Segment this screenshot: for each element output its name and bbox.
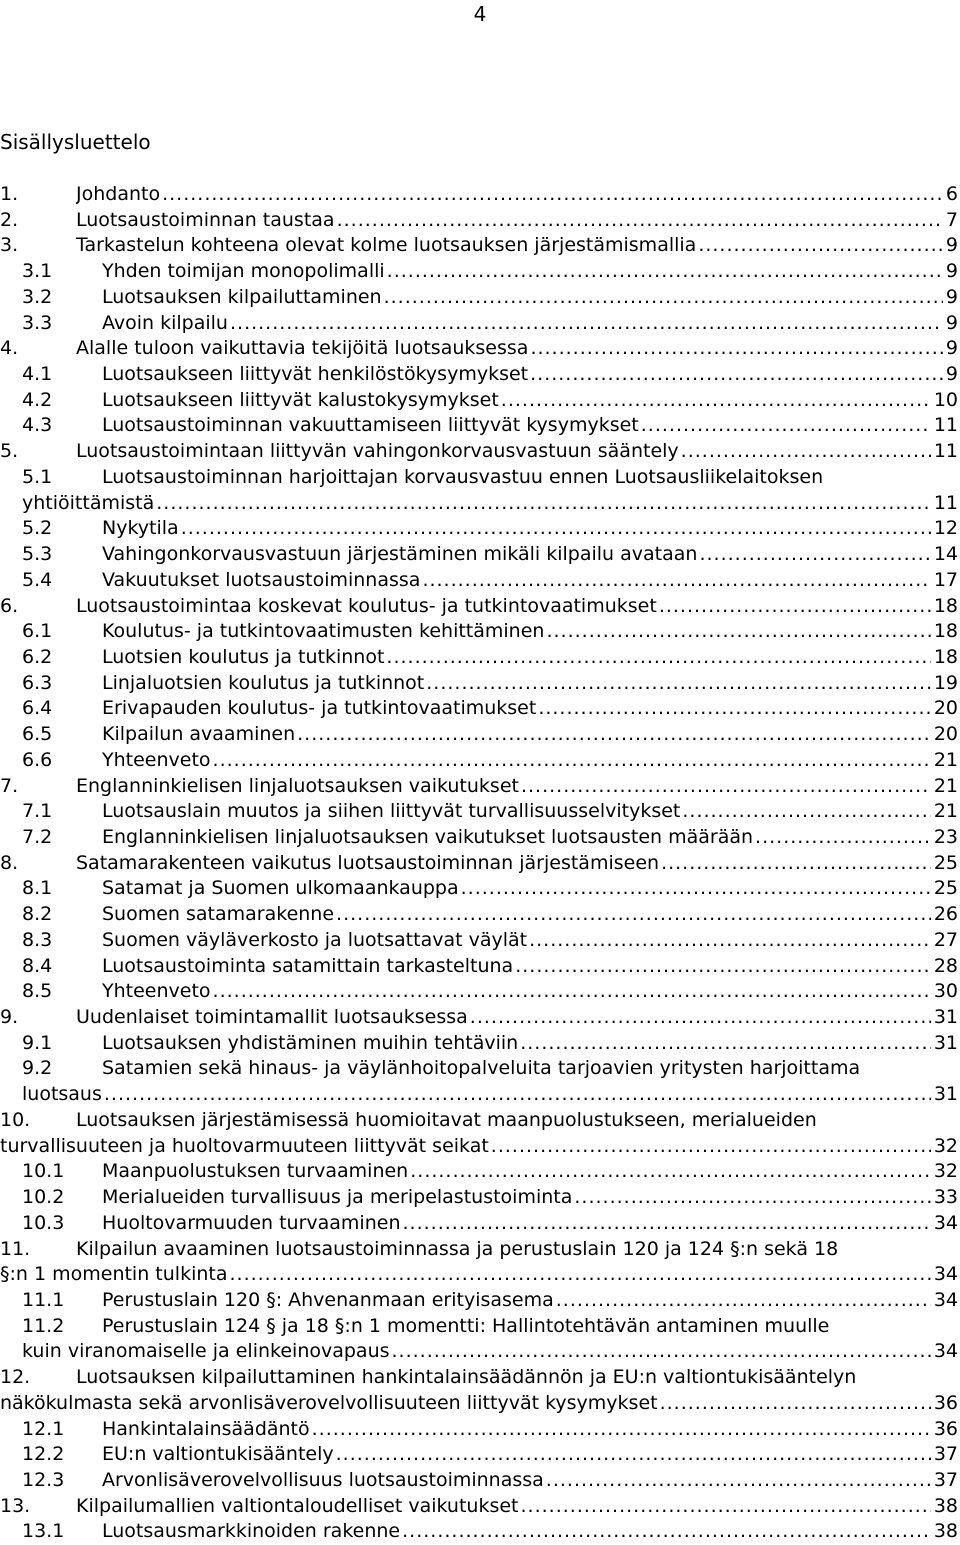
toc-entry-title: Maanpuolustuksen turvaaminen — [102, 1160, 409, 1183]
toc-entry[interactable] — [0, 1314, 960, 1365]
page-number: 4 — [473, 2, 487, 26]
toc-entry-number: 6.6 — [22, 748, 53, 771]
toc-entry[interactable] — [0, 1005, 960, 1031]
dot-leader — [556, 1288, 931, 1314]
toc-entry-page: 31 — [933, 1083, 958, 1106]
toc-entry-number: 7.2 — [22, 825, 53, 848]
toc-entry[interactable] — [0, 311, 960, 337]
toc-entry[interactable] — [0, 1237, 960, 1288]
dot-leader — [229, 1262, 930, 1288]
toc-entry-number: 9.1 — [22, 1031, 53, 1054]
dot-leader — [297, 722, 931, 748]
toc-entry-number: 8.1 — [22, 877, 53, 900]
toc-entry[interactable] — [0, 594, 960, 620]
toc-entry-title: Kilpailumallien valtiontaloudelliset vaikutukset — [76, 1494, 519, 1517]
toc-entry-number: 5.2 — [22, 517, 53, 540]
toc-entry-page: 18 — [933, 594, 958, 617]
toc-entry-number: 5. — [0, 440, 19, 463]
dot-leader — [402, 1519, 931, 1545]
toc-entry[interactable] — [0, 902, 960, 928]
toc-entry-number: 8. — [0, 851, 19, 874]
toc-entry-page: 34 — [933, 1288, 958, 1311]
dot-leader — [470, 1005, 931, 1031]
toc-entry-page: 17 — [933, 568, 958, 591]
dot-leader — [659, 594, 931, 620]
toc-entry-title: Luotsaustoiminnan vakuuttamiseen liittyvät kysymykset — [102, 414, 639, 437]
dot-leader — [660, 1391, 931, 1417]
toc-entry-title: Yhden toimijan monopolimalli — [102, 260, 385, 283]
toc-entry-title: Perustuslain 124 § ja 18 §:n 1 momentti: Hallintotehtävän antaminen muulle — [102, 1314, 830, 1337]
dot-leader — [538, 696, 931, 722]
toc-entry-title: Suomen väyläverkosto ja luotsattavat väylät — [102, 928, 528, 951]
toc-entry-title: Englanninkielisen linjaluotsauksen vaikutukset luotsausten määrään — [102, 825, 754, 848]
toc-entry-number: 13.1 — [22, 1520, 65, 1543]
dot-leader — [422, 568, 930, 594]
toc-entry-number: 12.2 — [22, 1443, 65, 1466]
toc-entry[interactable] — [0, 285, 960, 311]
toc-entry-title: Luotsauksen yhdistäminen muihin tehtäviin — [102, 1031, 519, 1054]
toc-entry-title: Tarkastelun kohteena olevat kolme luotsauksen järjestämismallia — [76, 234, 697, 257]
toc-entry[interactable] — [0, 774, 960, 800]
toc-entry-title: Luotsauslain muutos ja siihen liittyvät turvallisuusselvitykset — [102, 800, 681, 823]
toc-entry-number: 7.1 — [22, 800, 53, 823]
toc-entry[interactable] — [0, 259, 960, 285]
toc-entry-title: turvallisuuteen ja huoltovarmuuteen liittyvät seikat — [0, 1134, 489, 1157]
toc-entry-page: 37 — [933, 1443, 958, 1466]
toc-entry-title: Luotsaukseen liittyvät kalustokysymykset — [102, 388, 499, 411]
toc-entry-number: 10.1 — [22, 1160, 65, 1183]
dot-leader — [546, 619, 930, 645]
toc-entry-title: Kilpailun avaaminen — [102, 723, 296, 746]
toc-entry-number: 4.1 — [22, 363, 53, 386]
toc-entry-page: 9 — [945, 285, 958, 308]
toc-entry-page: 25 — [933, 877, 958, 900]
toc-entry-title: Luotsauksen kilpailuttaminen — [102, 285, 382, 308]
toc-entry-title: Englanninkielisen linjaluotsauksen vaikutukset — [76, 774, 519, 797]
toc-entry-page: 14 — [933, 543, 958, 566]
toc-entry-page: 34 — [933, 1340, 958, 1363]
toc-entry[interactable] — [0, 671, 960, 697]
toc-entry-number: 6.3 — [22, 671, 53, 694]
dot-leader — [501, 388, 931, 414]
toc-entry-title: Uudenlaiset toimintamallit luotsauksessa — [76, 1006, 468, 1029]
toc-entry-page: 37 — [933, 1469, 958, 1492]
toc-entry-page: 33 — [933, 1186, 958, 1209]
toc-entry-number: 9.2 — [22, 1057, 53, 1080]
toc-entry-title: Luotsaustoiminta satamittain tarkasteltuna — [102, 954, 514, 977]
dot-leader — [230, 311, 943, 337]
toc-entry-page: 10 — [933, 388, 958, 411]
toc-entry-number: 6.2 — [22, 645, 53, 668]
dot-leader — [336, 902, 931, 928]
dot-leader — [521, 774, 931, 800]
toc-entry-number: 7. — [0, 774, 19, 797]
toc-entry-title: Avoin kilpailu — [102, 311, 228, 334]
toc-entry-page: 36 — [933, 1417, 958, 1440]
toc-entry-page: 12 — [933, 517, 958, 540]
toc-entry-number: 12. — [0, 1366, 31, 1389]
toc-entry[interactable] — [0, 413, 960, 439]
toc-entry-number: 6.1 — [22, 620, 53, 643]
dot-leader — [515, 954, 931, 980]
dot-leader — [384, 285, 943, 311]
toc-entry-page: 9 — [945, 260, 958, 283]
toc-entry-title: Luotsauksen järjestämisessä huomioitavat maanpuolustukseen, merialueiden — [76, 1108, 817, 1131]
toc-entry-number: 12.3 — [22, 1469, 65, 1492]
toc-entry-title: Merialueiden turvallisuus ja meripelastustoiminta — [102, 1186, 573, 1209]
toc-entry-title: Perustuslain 120 §: Ahvenanmaan erityisasema — [102, 1288, 554, 1311]
toc-entry-number: 10.3 — [22, 1211, 65, 1234]
dot-leader — [491, 1134, 931, 1160]
dot-leader — [546, 1468, 931, 1494]
dot-leader — [104, 1082, 931, 1108]
toc-entry-title: luotsaus — [22, 1083, 102, 1106]
dot-leader — [181, 516, 931, 542]
toc-entry[interactable] — [0, 1494, 960, 1520]
toc-entry-page: 21 — [933, 748, 958, 771]
toc-entry-title: Luotsien koulutus ja tutkinnot — [102, 645, 385, 668]
toc-entry-title: Satamat ja Suomen ulkomaankauppa — [102, 877, 459, 900]
dot-leader — [755, 825, 931, 851]
toc-entry-number: 5.3 — [22, 543, 53, 566]
toc-entry-number: 9. — [0, 1006, 19, 1029]
dot-leader — [312, 1417, 931, 1443]
toc-entry-number: 6.4 — [22, 697, 53, 720]
toc-entry[interactable] — [0, 928, 960, 954]
toc-entry[interactable] — [0, 1365, 960, 1416]
toc-entry-page: 32 — [933, 1134, 958, 1157]
toc-entry-title: Luotsaukseen liittyvät henkilöstökysymykset — [102, 363, 529, 386]
toc-entry-number: 3.1 — [22, 260, 53, 283]
toc-entry[interactable] — [0, 799, 960, 825]
toc-entry[interactable] — [0, 465, 960, 516]
toc-entry-title: Huoltovarmuuden turvaaminen — [102, 1211, 401, 1234]
toc-entry-page: 32 — [933, 1160, 958, 1183]
dot-leader — [410, 1159, 931, 1185]
toc-entry[interactable] — [0, 1519, 960, 1545]
dot-leader — [336, 1442, 931, 1468]
toc-entry-number: 13. — [0, 1494, 31, 1517]
toc-entry-number: 5.1 — [22, 465, 53, 488]
toc-entry[interactable] — [0, 362, 960, 388]
toc-entry[interactable] — [0, 1031, 960, 1057]
toc-entry-number: 6.5 — [22, 723, 53, 746]
toc-entry[interactable] — [0, 722, 960, 748]
toc-entry[interactable] — [0, 516, 960, 542]
toc-entry-page: 18 — [933, 645, 958, 668]
dot-leader — [681, 439, 931, 465]
dot-leader — [156, 491, 931, 517]
toc-entry[interactable] — [0, 568, 960, 594]
toc-entry-page: 11 — [933, 414, 958, 437]
toc-entry-number: 4. — [0, 337, 19, 360]
toc-entry-title: Kilpailun avaaminen luotsaustoiminnassa ja perustuslain 120 ja 124 §:n sekä 18 — [76, 1237, 839, 1260]
toc-entry-title: Suomen satamarakenne — [102, 903, 335, 926]
toc-entry[interactable] — [0, 336, 960, 362]
toc-entry[interactable] — [0, 388, 960, 414]
toc-entry-title: EU:n valtiontukisääntely — [102, 1443, 334, 1466]
toc-entry-title: Hankintalainsäädäntö — [102, 1417, 310, 1440]
toc-entry-number: 3.3 — [22, 311, 53, 334]
toc-entry[interactable] — [0, 748, 960, 774]
toc-entry[interactable] — [0, 1108, 960, 1159]
toc-entry-number: 8.4 — [22, 954, 53, 977]
toc-entry-title: Luotsaustoimintaan liittyvän vahingonkorvausvastuun sääntely — [76, 440, 679, 463]
toc-entry[interactable] — [0, 1185, 960, 1211]
toc-entry-title: Luotsaustoiminnan taustaa — [76, 208, 335, 231]
toc-entry[interactable] — [0, 645, 960, 671]
toc-entry-title: Koulutus- ja tutkintovaatimusten kehittäminen — [102, 620, 545, 643]
toc-entry-number: 1. — [0, 183, 19, 205]
toc-entry-title: Arvonlisäverovelvollisuus luotsaustoiminnassa — [102, 1469, 544, 1492]
dot-leader — [426, 671, 931, 697]
toc-entry[interactable] — [0, 1159, 960, 1185]
toc-entry-page: 26 — [933, 903, 958, 926]
toc-entry[interactable] — [0, 1442, 960, 1468]
toc-entry[interactable] — [0, 619, 960, 645]
dot-leader — [392, 1339, 931, 1365]
toc-entry-number: 8.3 — [22, 928, 53, 951]
toc-entry-number: 10. — [0, 1108, 31, 1131]
toc-entry-page: 34 — [933, 1211, 958, 1234]
toc-entry-page: 31 — [933, 1006, 958, 1029]
toc-entry-title: §:n 1 momentin tulkinta — [0, 1263, 228, 1286]
toc-entry-page: 7 — [945, 208, 958, 231]
toc-entry-number: 8.5 — [22, 980, 53, 1003]
dot-leader — [641, 413, 931, 439]
toc-entry-page: 23 — [933, 825, 958, 848]
toc-entry-page: 38 — [933, 1494, 958, 1517]
toc-entry-page: 9 — [945, 363, 958, 386]
toc-entry-page: 18 — [933, 620, 958, 643]
toc-entry[interactable] — [0, 1288, 960, 1314]
toc-entry[interactable] — [0, 182, 960, 208]
toc-entry-page: 36 — [933, 1391, 958, 1414]
dot-leader — [337, 208, 943, 234]
toc-entry-page: 27 — [933, 928, 958, 951]
toc-entry-title: Luotsausmarkkinoiden rakenne — [102, 1520, 401, 1543]
toc-entry-title: Yhteenveto — [102, 748, 211, 771]
toc-entry-page: 9 — [945, 337, 958, 360]
toc-entry[interactable] — [0, 979, 960, 1005]
toc-entry-page: 25 — [933, 851, 958, 874]
toc-entry-page: 9 — [945, 234, 958, 257]
toc-entry-title: Satamarakenteen vaikutus luotsaustoiminnan järjestämiseen — [76, 851, 660, 874]
toc-entry-title: näkökulmasta sekä arvonlisäverovelvollisuuteen liittyvät kysymykset — [0, 1391, 658, 1414]
dot-leader — [403, 1211, 931, 1237]
toc-entry-number: 3. — [0, 234, 19, 257]
toc-entry[interactable] — [0, 954, 960, 980]
dot-leader — [213, 979, 931, 1005]
toc-entry-number: 10.2 — [22, 1186, 65, 1209]
toc-entry-page: 20 — [933, 697, 958, 720]
toc-entry[interactable] — [0, 1468, 960, 1494]
toc-entry[interactable] — [0, 876, 960, 902]
toc-entry-title: Alalle tuloon vaikuttavia tekijöitä luotsauksessa — [76, 337, 529, 360]
toc-entry[interactable] — [0, 208, 960, 234]
toc-entry-number: 12.1 — [22, 1417, 65, 1440]
toc-entry-page: 21 — [933, 800, 958, 823]
toc-entry[interactable] — [0, 233, 960, 259]
toc-entry-title: Linjaluotsien koulutus ja tutkinnot — [102, 671, 425, 694]
dot-leader — [530, 362, 943, 388]
toc-entry-title: Luotsaustoimintaa koskevat koulutus- ja tutkintovaatimukset — [76, 594, 657, 617]
toc-entry-number: 4.2 — [22, 388, 53, 411]
toc-entry-page: 19 — [933, 671, 958, 694]
dot-leader — [387, 259, 943, 285]
dot-leader — [699, 542, 930, 568]
dot-leader — [574, 1185, 930, 1211]
table-of-contents — [0, 182, 960, 1545]
dot-leader — [520, 1031, 931, 1057]
toc-entry-number: 2. — [0, 208, 19, 231]
toc-entry[interactable] — [0, 439, 960, 465]
dot-leader — [661, 851, 931, 877]
toc-entry-page: 20 — [933, 723, 958, 746]
toc-entry-title: Vakuutukset luotsaustoiminnassa — [102, 568, 421, 591]
dot-leader — [521, 1494, 931, 1520]
dot-leader — [530, 336, 942, 362]
toc-entry-title: Nykytila — [102, 517, 179, 540]
toc-entry-title: Erivapauden koulutus- ja tutkintovaatimukset — [102, 697, 537, 720]
toc-entry[interactable] — [0, 1211, 960, 1237]
toc-entry-page: 21 — [933, 774, 958, 797]
toc-entry-page: 31 — [933, 1031, 958, 1054]
dot-leader — [162, 182, 943, 208]
dot-leader — [698, 233, 943, 259]
dot-leader — [213, 748, 931, 774]
dot-leader — [386, 645, 930, 671]
toc-entry-number: 4.3 — [22, 414, 53, 437]
toc-entry-page: 11 — [933, 440, 958, 463]
toc-entry-number: 5.4 — [22, 568, 53, 591]
toc-entry-number: 11.2 — [22, 1314, 65, 1337]
toc-entry-page: 11 — [933, 491, 958, 514]
toc-title: Sisällysluettelo — [0, 130, 151, 154]
toc-entry-number: 11. — [0, 1237, 31, 1260]
toc-entry-title: Satamien sekä hinaus- ja väylänhoitopalveluita tarjoavien yritysten harjoittama — [102, 1057, 861, 1080]
toc-entry-page: 34 — [933, 1263, 958, 1286]
toc-entry-title: kuin viranomaiselle ja elinkeinovapaus — [22, 1340, 390, 1363]
toc-entry-number: 8.2 — [22, 903, 53, 926]
toc-entry-page: 6 — [945, 183, 958, 205]
toc-entry-title: Luotsaustoiminnan harjoittajan korvausvastuu ennen Luotsausliikelaitoksen — [102, 465, 824, 488]
toc-entry[interactable] — [0, 851, 960, 877]
dot-leader — [461, 876, 931, 902]
toc-entry-number: 11.1 — [22, 1288, 65, 1311]
dot-leader — [682, 799, 930, 825]
toc-entry-title: yhtiöittämistä — [22, 491, 155, 514]
toc-entry-title: Johdanto — [76, 183, 161, 205]
toc-entry[interactable] — [0, 542, 960, 568]
toc-entry[interactable] — [0, 825, 960, 851]
toc-entry-title: Vahingonkorvausvastuun järjestäminen mikäli kilpailu avataan — [102, 543, 698, 566]
toc-entry[interactable] — [0, 1056, 960, 1107]
toc-entry-page: 9 — [945, 311, 958, 334]
toc-entry-page: 38 — [933, 1520, 958, 1543]
toc-entry-number: 3.2 — [22, 285, 53, 308]
toc-entry[interactable] — [0, 1417, 960, 1443]
toc-entry-title: Yhteenveto — [102, 980, 211, 1003]
toc-entry-page: 30 — [933, 980, 958, 1003]
toc-entry-number: 6. — [0, 594, 19, 617]
toc-entry-title: Luotsauksen kilpailuttaminen hankintalainsäädännön ja EU:n valtiontukisääntelyn — [76, 1366, 857, 1389]
toc-entry-page: 28 — [933, 954, 958, 977]
dot-leader — [529, 928, 931, 954]
toc-entry[interactable] — [0, 696, 960, 722]
